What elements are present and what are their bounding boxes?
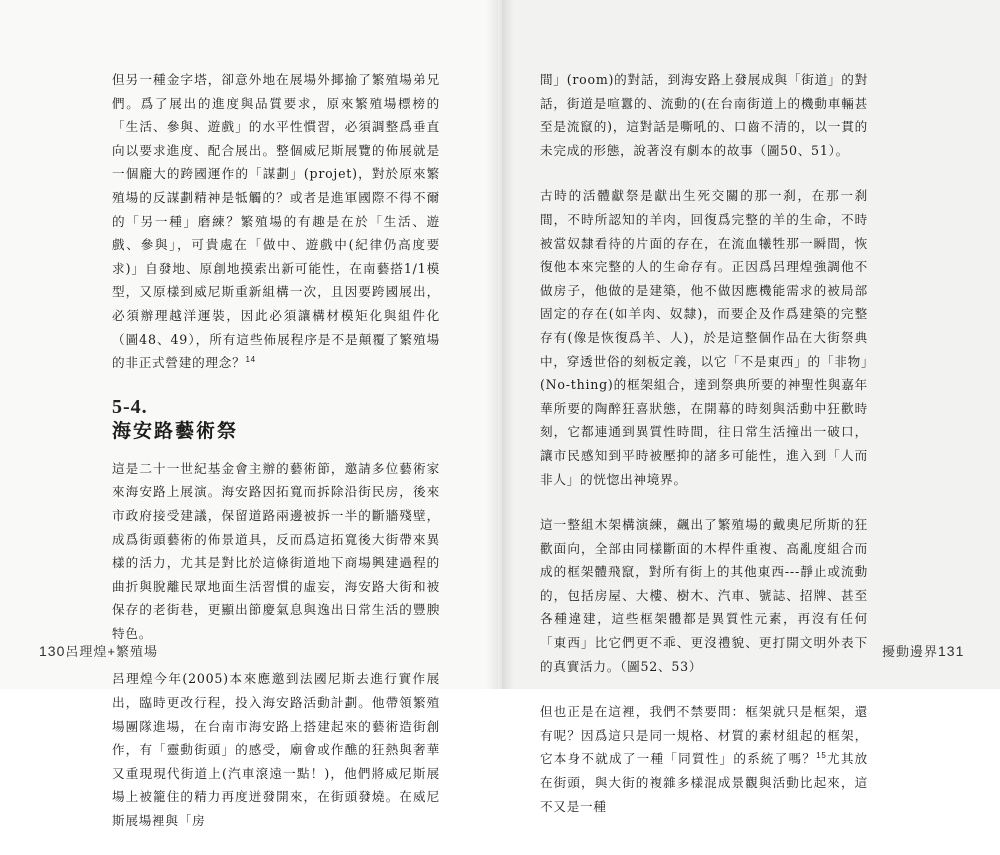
- left-page-number: 130: [39, 643, 66, 659]
- right-page-footer: [882, 641, 964, 660]
- left-paragraph-1: [112, 68, 440, 375]
- left-page-footer: [39, 641, 158, 660]
- right-paragraph-3: 這一整組木架構演練，飆出了繁殖場的戴奧尼所斯的狂歡面向，全部由同樣斷面的木桿件重複、高亂度組合而成的框架體飛竄，對所有街上的其他東西---靜止或流動的，包括房屋、大樓、樹木、汽車、號誌、招牌、甚至各種違建，這些框架體都是異質性元素，再沒有任何「東西」比它們更不乖、更沒禮貌、更打開文明外表下的真實活力。（圖52、53）: [540, 517, 868, 674]
- right-page: [502, 0, 1000, 814]
- footnote-marker-15: 15: [816, 751, 827, 761]
- footnote-marker-14: 14: [245, 354, 256, 364]
- book-gutter: [486, 0, 514, 689]
- right-paragraph-2: 古時的活體獻祭是獻出生死交關的那一刹，在那一刹間，不時所認知的羊肉，回復爲完整的羊的生命，不時被當奴隸看待的片面的存在，在流血犧牲那一瞬間，恢復他本來完整的人的生命存有。正因爲呂理煌強調他不做房子，他做的是建築，他不做因應機能需求的被局部固定的存在(如羊肉、奴隸)，而要企及作爲建築的完整存有(像是恢復爲羊、人)，於是這整個作品在大街祭典中，穿透世俗的刻板定義，以它「不是東西」的「非物」(No-thing)的框架組合，達到祭典所要的神聖性與嘉年華所要的陶醉狂喜狀態，在開幕的時刻與活動中狂歡時刻，它都連通到異質性時間，往日常生活撞出一破口，讓市民感知到平時被壓抑的諸多可能性，進入到「人而非人」的恍惚出神境界。: [540, 188, 868, 487]
- right-paragraph-1: 間」(room)的對話，到海安路上發展成與「街道」的對話，街道是喧囂的、流動的(在台南街道上的機動車輛甚至是流竄的)，這對話是嘶吼的、口齒不清的，以一貫的未完成的形態，說著沒有劇本的故事（圖50、51）。: [540, 72, 868, 158]
- left-paragraph-1-text: 但另一種金字塔，卻意外地在展場外揶揄了繁殖場弟兄們。爲了展出的進度與品質要求，原來繁殖場標榜的「生活、參與、遊戲」的水平性慣習，必須調整爲垂直向以要求進度、配合展出。整個威尼斯展覽的佈展就是一個龐大的跨國運作的「謀劃」(projet)，對於原來繁殖場的反謀劃精神是牴觸的？或者是進軍國際不得不爾的「另一種」磨練？繁殖場的有趣是在於「生活、遊戲、參與」，可貴處在「做中、遊戲中(紀律仍高度要求)」自發地、原創地摸索出新可能性，在南藝搭1/1模型，又原樣到威尼斯重新組構一次，且因要跨國展出，必須辦理越洋運裝，因此必須讓構材模矩化與組件化（圖48、49），所有這些佈展程序是不是顛覆了繁殖場的非正式營建的理念？: [112, 72, 440, 371]
- right-paragraph-4-part-1: 但也正是在這裡，我們不禁要問：框架就只是框架，還有呢？因爲這只是同一規格、材質的素材組起的框架，它本身不就成了一種「同質性」的系統了嗎？: [540, 704, 868, 767]
- left-paragraph-2: 這是二十一世紀基金會主辦的藝術節，邀請多位藝術家來海安路上展演。海安路因拓寬而拆除沿街民房，後來市政府接受建議，保留道路兩邊被拆一半的斷牆殘壁，成爲街頭藝術的佈景道具，反而爲這拓寬後大街帶來異樣的活力，尤其是對比於這條街道地下商場興建過程的曲折與脫離民眾地面生活習慣的虛妄，海安路大街和被保存的老街巷，更顯出節慶氣息與逸出日常生活的豐腴特色。: [112, 460, 440, 641]
- right-running-title: 擾動邊界: [882, 644, 939, 659]
- section-number: 5-4.: [112, 395, 148, 418]
- left-page: [0, 0, 498, 829]
- right-text-column: [540, 68, 868, 840]
- left-paragraph-3: 呂理煌今年(2005)本來應邀到法國尼斯去進行實作展出，臨時更改行程，投入海安路活動計劃。他帶領繁殖場團隊進場，在台南市海安路上搭建起來的藝術造街創作，有「靈動街頭」的感受，廟會或作醮的狂熱與奢華又重現現代街道上(汽車滾遠一點！)，他們將威尼斯展場上被籠住的精力再度迸發開來，在街頭發燒。在威尼斯展場裡與「房: [112, 671, 440, 829]
- right-paragraph-4-part-2: 尤其放在街頭，與大街的複雜多樣混成景觀與活動比起來，這不又是一種: [540, 751, 869, 814]
- section-title: 海安路藝術祭: [112, 419, 239, 442]
- right-page-number: 131: [938, 643, 965, 659]
- left-text-column: [112, 68, 440, 855]
- right-paragraph-4: [540, 700, 868, 818]
- left-running-title: 呂理煌+繁殖場: [65, 644, 158, 659]
